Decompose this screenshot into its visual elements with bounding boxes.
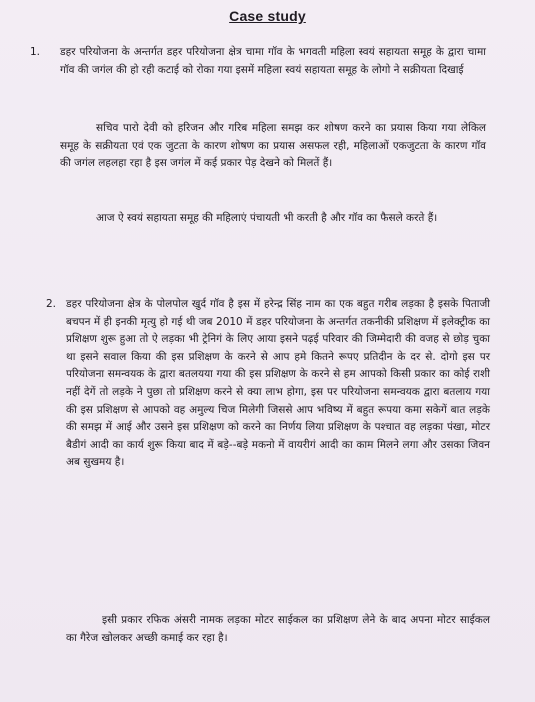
section-1-paragraph-3: आज ऐ स्वयं सहायता समूह की महिलाएं पंचायती भी करती है और गॉव का फैसले करते हैं। (96, 212, 438, 224)
section-1-paragraph-1: डहर परियोजना के अन्तर्गत डहर परियोजना क्षेत्र चामा गॉव के भगवती महिला स्वयं सहायता समूह के द्वारा चामा गॉव की जगंल की हो रही कटाई को रोका गया इसमें महिला स्वयं सहायता समूह के लोगो ने सक्रीयता दिखाई (60, 46, 486, 76)
section-1-number: 1. (30, 46, 41, 58)
section-1-paragraph-2: सचिव पारो देवी को हरिजन और गरिब महिला समझ कर शोषण करने का प्रयास किया गया लेकिल समूह के सक्रीयता एवं एक जुटता के कारण शोषण का प्रयास असफल रही, महिलाओं एकजुटता के कारण गॉव की जगंल लहलहा रहा है इस जगंल में कई प्रकार पेड़ देखने को मिलतें हैं। (60, 122, 486, 170)
section-2-paragraph-2: इसी प्रकार रफिक अंसरी नामक लड़का मोटर साईकल का प्रशिक्षण लेने के बाद अपना मोटर साईकल का गैरेज खोलकर अच्छी कमाई कर रहा है। (66, 614, 490, 644)
section-2-number: 2. (46, 298, 57, 310)
document-title: Case study (229, 8, 306, 24)
section-2-paragraph-1: डहर परियोजना क्षेत्र के पोलपोल खुर्द गॉव है इस में हरेन्द्र सिंह नाम का एक बहुत गरीब लड़का है इसके पिताजी बचपन में ही इनकी मृत्यु हो गई थी जब 2010 में डहर परियोजना के अन्तर्गत तकनीकी प्रशिक्षण में इलेक्ट्रीक का प्रशिक्षण शुरू हुआ तो ऐ लड़का भी ट्रेनिगं के लिए आया इसने पढ़ई परिवार की जिम्मेदारी की वजह से छोड़ चुका था इसने सवाल किया की इस प्रशिक्षण के करने से आप हमे कितने रूपए प्रतिदीन के दर से. दोगो इस पर परियोजना समन्वयक के द्वारा बतलयया गया की इस प्रशिक्षण के करने से हम आपको किसी प्रकार का कोई राशी नहीं देगें तो लड़के ने पुछा तो प्रशिक्षण करने से क्या लाभ होगा, इस पर परियोजना समन्वयक द्वारा बतलाय गया की इस प्रशिक्षण से आपको वह अमुल्य चिज मिलेगी जिससे आप भविष्य में बहुत रूपया कमा सकेगें बात लड़के की समझ में आई और उसने इस प्रशिक्षण को करने का निर्णय लिया प्रशिक्षण के पश्चात वह लड़का पंखा, मोटर बैडीगं आदी का कार्य शुरू किया बाद में बड़े--बड़े मकनो में वायरीगं आदी का काम मिलने लगा और उसका जिवन अब सुखमय है। (66, 298, 490, 469)
